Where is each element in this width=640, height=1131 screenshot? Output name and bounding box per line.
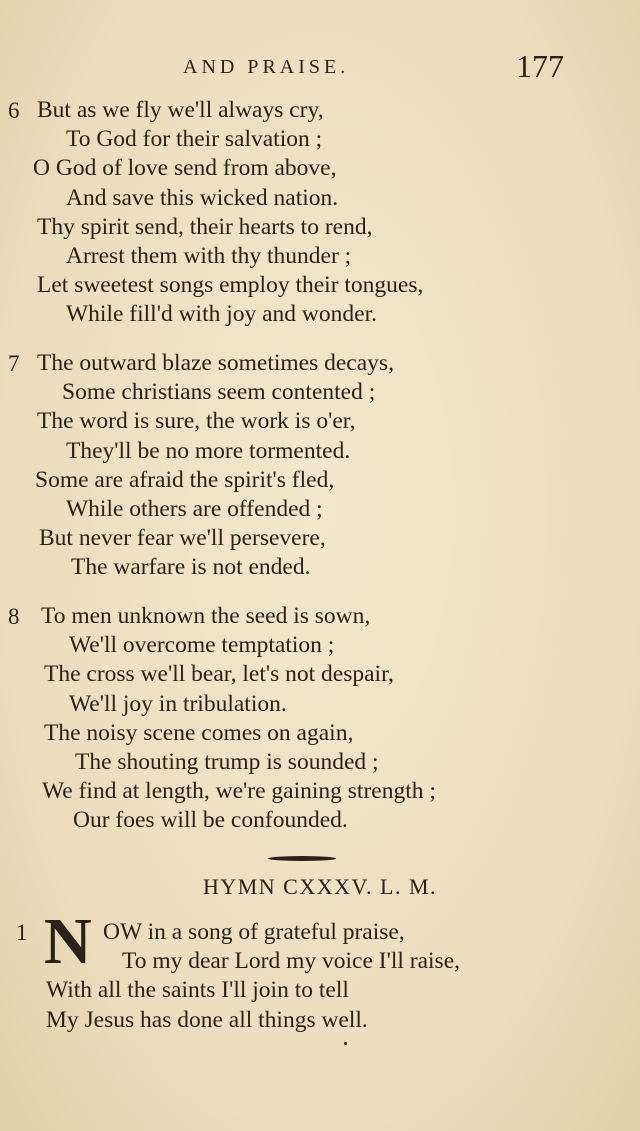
verse-line: Some christians seem contented ;	[62, 379, 376, 405]
verse-line: We'll joy in tribulation.	[69, 691, 287, 717]
verse-line: We'll overcome temptation ;	[69, 632, 335, 658]
verse-line: We find at length, we're gaining strength ;	[42, 778, 436, 804]
page-header	[0, 50, 640, 90]
verse-line: The noisy scene comes on again,	[44, 720, 354, 746]
verse-line: To God for their salvation ;	[66, 126, 323, 152]
verse-line: But never fear we'll persevere,	[39, 525, 326, 551]
verse-line: With all the saints I'll join to tell	[46, 977, 349, 1003]
page-number: 177	[516, 48, 564, 84]
ink-dot	[344, 1042, 347, 1045]
verse-line: The warfare is not ended.	[71, 554, 311, 580]
running-head: AND PRAISE.	[183, 56, 350, 78]
hymn-title: HYMN CXXXV. L. M.	[202, 874, 438, 899]
verse-line: Thy spirit send, their hearts to rend,	[37, 214, 373, 240]
verse-line: The cross we'll bear, let's not despair,	[44, 661, 394, 687]
verse-line: Our foes will be confounded.	[73, 807, 348, 833]
verse-line: Let sweetest songs employ their tongues,	[37, 272, 424, 298]
stanza-number: 8	[8, 604, 20, 629]
verse-line: The shouting trump is sounded ;	[75, 749, 379, 775]
verse-line: While fill'd with joy and wonder.	[66, 301, 377, 327]
drop-cap: N	[44, 905, 92, 978]
verse-line: And save this wicked nation.	[66, 185, 339, 211]
stanza-number: 6	[8, 98, 20, 123]
verse-line: Some are afraid the spirit's fled,	[35, 467, 335, 493]
stanza-number: 7	[8, 351, 20, 376]
stanza-number: 1	[16, 920, 28, 945]
verse-line: O God of love send from above,	[33, 155, 337, 181]
verse-line: They'll be no more tormented.	[66, 438, 351, 464]
verse-line: While others are offended ;	[66, 496, 323, 522]
verse-line: But as we fly we'll always cry,	[37, 97, 324, 123]
verse-line: OW in a song of grateful praise,	[103, 919, 405, 945]
verse-line: Arrest them with thy thunder ;	[66, 243, 352, 269]
ornamental-rule	[268, 856, 336, 861]
verse-line: To men unknown the seed is sown,	[41, 603, 371, 629]
verse-line: The word is sure, the work is o'er,	[37, 408, 356, 434]
verse-line: To my dear Lord my voice I'll raise,	[122, 948, 461, 974]
verse-line: The outward blaze sometimes decays,	[37, 350, 394, 376]
verse-line: My Jesus has done all things well.	[46, 1007, 368, 1033]
